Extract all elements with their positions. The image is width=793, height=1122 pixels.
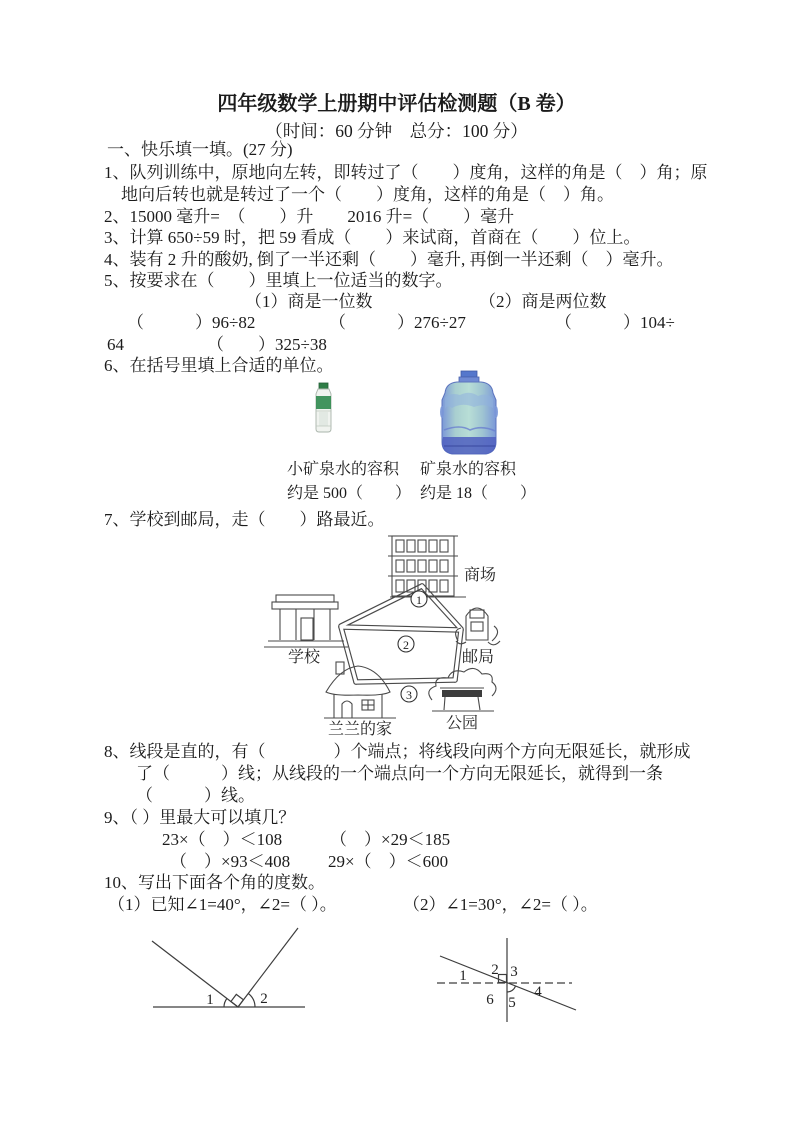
question-8-line1: 8、线段是直的，有（ ）个端点；将线段向两个方向无限延长，就形成 [104,742,691,761]
section1-heading: 一、快乐填一填。(27 分) [107,140,293,159]
angle1-label-1: 1 [206,992,214,1008]
question-9-row1-col1: 23×（ ）＜108 [162,830,283,849]
home-sketch [324,662,396,718]
question-5-row2-col2: （ ）325÷38 [207,335,327,354]
angle2-label-5: 5 [508,995,516,1011]
svg-text:1: 1 [416,593,422,607]
map-roads [341,586,461,682]
question-1-line1: 1、队列训练中，原地向左转，即转过了（ ）度角，这样的角是（ ）角；原 [104,163,708,182]
small-bottle-image [316,383,331,432]
question-5-option2: （2）商是两位数 [479,292,607,311]
question-9-row2-col2: 29×（ ）＜600 [328,852,449,871]
question-2: 2、15000 毫升= （ ）升 2016 升=（ ）毫升 [104,207,515,226]
page-title: 四年级数学上册期中评估检测题（B 卷） [217,93,576,115]
angle2-label-4: 4 [534,984,542,1000]
route-1-badge [411,591,427,607]
large-jug-caption-line2: 约是 18（ ） [420,485,537,502]
angle2-label-1: 1 [459,968,467,984]
route-2-badge [398,636,414,652]
angle1-label-2: 2 [260,991,268,1007]
question-8-line3: （ ）线。 [136,786,255,805]
small-bottle-caption-line1: 小矿泉水的容积 [287,461,400,478]
school-label: 学校 [288,649,321,666]
svg-text:2: 2 [403,638,409,652]
angle-figure-2 [425,925,590,1037]
angle2-label-3: 3 [510,964,518,980]
bottles-figure [280,365,520,460]
question-3: 3、计算 650÷59 时，把 59 看成（ ）来试商，首商在（ ）位上。 [104,228,641,247]
question-5-row1-col1: （ ）96÷82 [127,313,256,332]
question-9-row2-col1: （ ）×93＜408 [170,852,291,871]
question-6: 6、在括号里填上合适的单位。 [104,356,334,375]
post-office-label: 邮局 [462,649,495,666]
question-9: 9、（ ）里最大可以填几？ [104,808,296,827]
question-4: 4、装有 2 升的酸奶, 倒了一半还剩（ ）毫升, 再倒一半还剩（ ）毫升。 [104,250,674,269]
angle-figure-1 [130,918,325,1018]
question-9-row1-col2: （ ）×29＜185 [330,830,451,849]
svg-text:3: 3 [406,688,412,702]
route-map-figure [255,528,565,743]
school-building-sketch [264,595,348,647]
angle2-label-6: 6 [486,992,494,1008]
question-5-row1-col3: （ ）104÷ [555,313,675,332]
question-10-part1: （1）已知∠1=40°，∠2=（ ）。 [108,895,337,914]
mall-label: 商场 [464,567,497,584]
question-5-row2-col1: 64 [107,335,124,354]
question-10: 10、写出下面各个角的度数。 [104,873,325,892]
question-5: 5、按要求在（ ）里填上一位适当的数字。 [104,271,453,290]
large-jug-image [440,371,498,454]
question-5-option1: （1）商是一位数 [245,292,373,311]
question-5-row1-col2: （ ）276÷27 [329,313,466,332]
large-jug-caption-line1: 矿泉水的容积 [420,461,517,478]
small-bottle-caption-line2: 约是 500（ ） [287,485,412,502]
route-3-badge [401,686,417,702]
park-sketch [429,668,496,711]
question-7: 7、学校到邮局，走（ ）路最近。 [104,510,385,529]
question-1-line2: 地向后转也就是转过了一个（ ）度角，这样的角是（ ）角。 [121,185,614,204]
question-8-line2: 了（ ）线；从线段的一个端点向一个方向无限延长，就得到一条 [136,764,663,783]
home-label: 兰兰的家 [328,721,393,738]
question-10-part2: （2）∠1=30°，∠2=（ ）。 [403,895,598,914]
right-angle-mark [231,994,244,1007]
park-label: 公园 [446,715,479,732]
page-subtitle: （时间：60 分钟 总分：100 分） [265,121,528,141]
angle2-label-2: 2 [491,962,499,978]
